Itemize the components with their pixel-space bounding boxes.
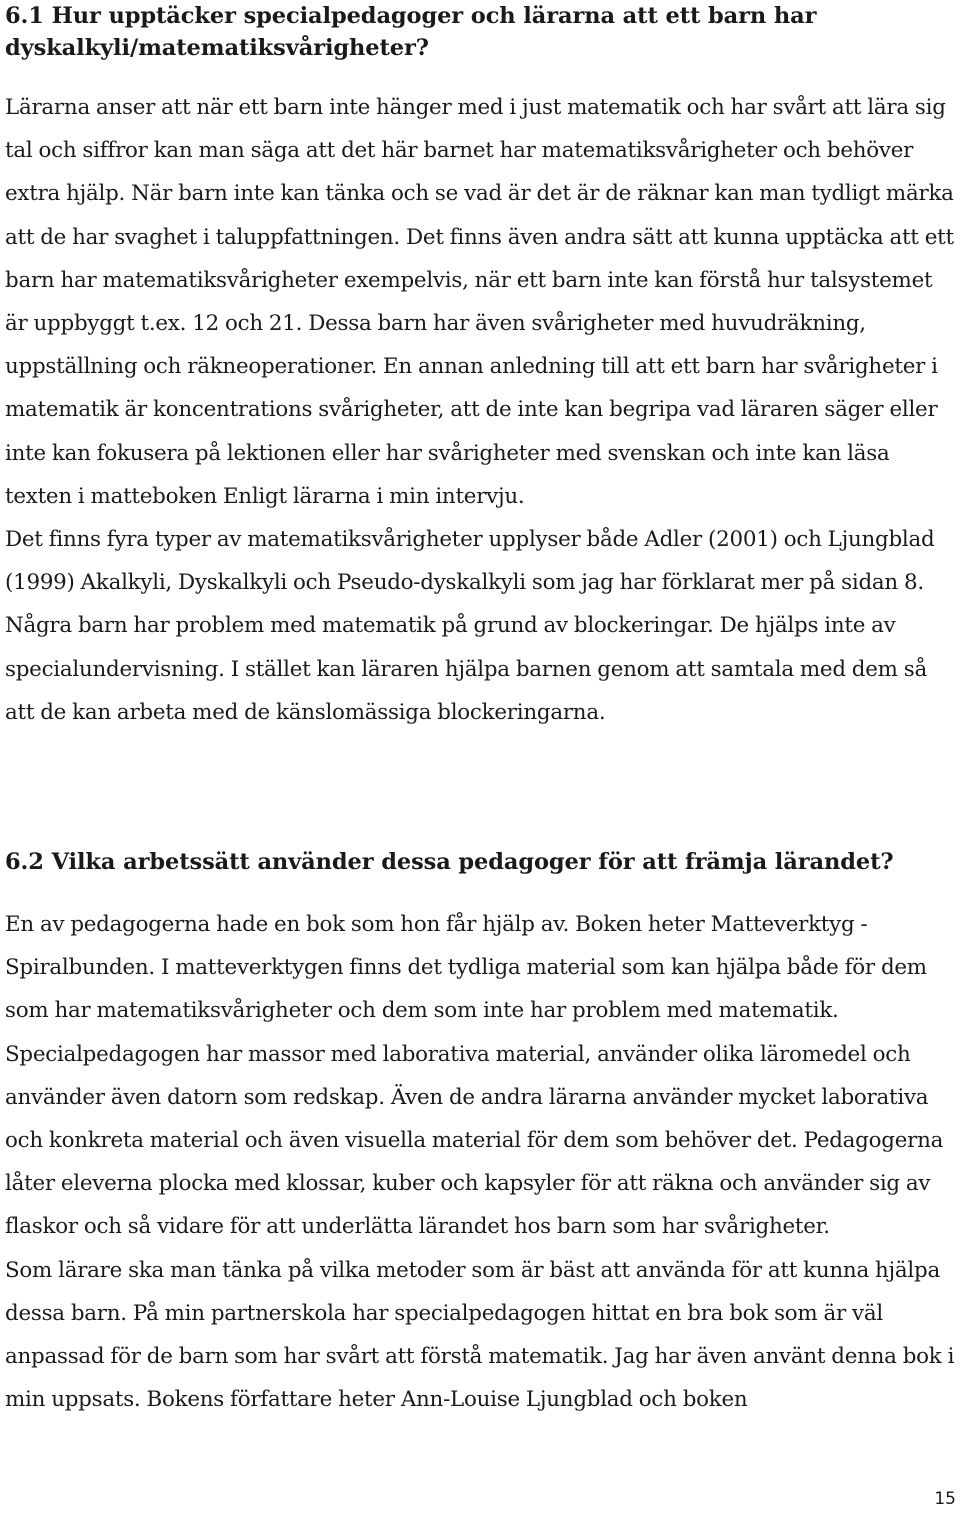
- paragraph: Några barn har problem med matematik på grund av blockeringar. De hjälps inte av specialundervisning. I stället kan läraren hjälpa barnen genom att samtala med dem så att de kan arbeta med de känslomässiga blockeringarna.: [5, 613, 927, 725]
- paragraph: Det finns fyra typer av matematiksvårigheter upplyser både Adler (2001) och Ljungblad (1999) Akalkyli, Dyskalkyli och Pseudo-dyskalkyli som jag har förklarat mer på sidan 8.: [5, 527, 935, 596]
- paragraph: En av pedagogerna hade en bok som hon får hjälp av. Boken heter Matteverktyg - Spiralbunden. I matteverktygen finns det tydliga material som kan hjälpa både för dem som har matematiksvårigheter och dem som inte har problem med matematik. Specialpedagogen har massor med laborativa material, använder olika läromedel och använder även datorn som redskap. Även de andra lärarna använder mycket laborativa och konkreta material och även visuella material för dem som behöver det. Pedagogerna låter eleverna plocka med klossar, kuber och kapsyler för att räkna och använder sig av flaskor och så vidare för att underlätta lärandet hos barn som har svårigheter.: [5, 912, 944, 1240]
- section-heading-6-2: 6.2 Vilka arbetssätt använder dessa pedagoger för att främja lärandet?: [5, 849, 894, 875]
- section-body-6-2: [5, 903, 960, 1421]
- paragraph: Lärarna anser att när ett barn inte hänger med i just matematik och har svårt att lära sig tal och siffror kan man säga att det här barnet har matematiksvårigheter och behöver extra hjälp. När barn inte kan tänka och se vad är det är de räknar kan man tydligt märka att de har svaghet i taluppfattningen. Det finns även andra sätt att kunna upptäcka att ett barn har matematiksvårigheter exempelvis, när ett barn inte kan förstå hur talsystemet är uppbyggt t.ex. 12 och 21. Dessa barn har även svårigheter med huvudräkning, uppställning och räkneoperationer. En annan anledning till att ett barn har svårigheter i matematik är koncentrations svårigheter, att de inte kan begripa vad läraren säger eller inte kan fokusera på lektionen eller har svårigheter med svenskan och inte kan läsa texten i matteboken Enligt lärarna i min intervju.: [5, 95, 954, 509]
- section-heading-6-1: 6.1 Hur upptäcker specialpedagoger och lärarna att ett barn har dyskalkyli/matematiksvårigheter?: [5, 3, 817, 61]
- section-body-6-1: [5, 86, 955, 734]
- document-page: [5, 0, 957, 1519]
- page-number: 15: [934, 1489, 956, 1509]
- paragraph: Som lärare ska man tänka på vilka metoder som är bäst att använda för att kunna hjälpa dessa barn. På min partnerskola har specialpedagogen hittat en bra bok som är väl anpassad för de barn som har svårt att förstå matematik. Jag har även använt denna bok i min uppsats. Bokens författare heter Ann-Louise Ljungblad och boken: [5, 1257, 955, 1413]
